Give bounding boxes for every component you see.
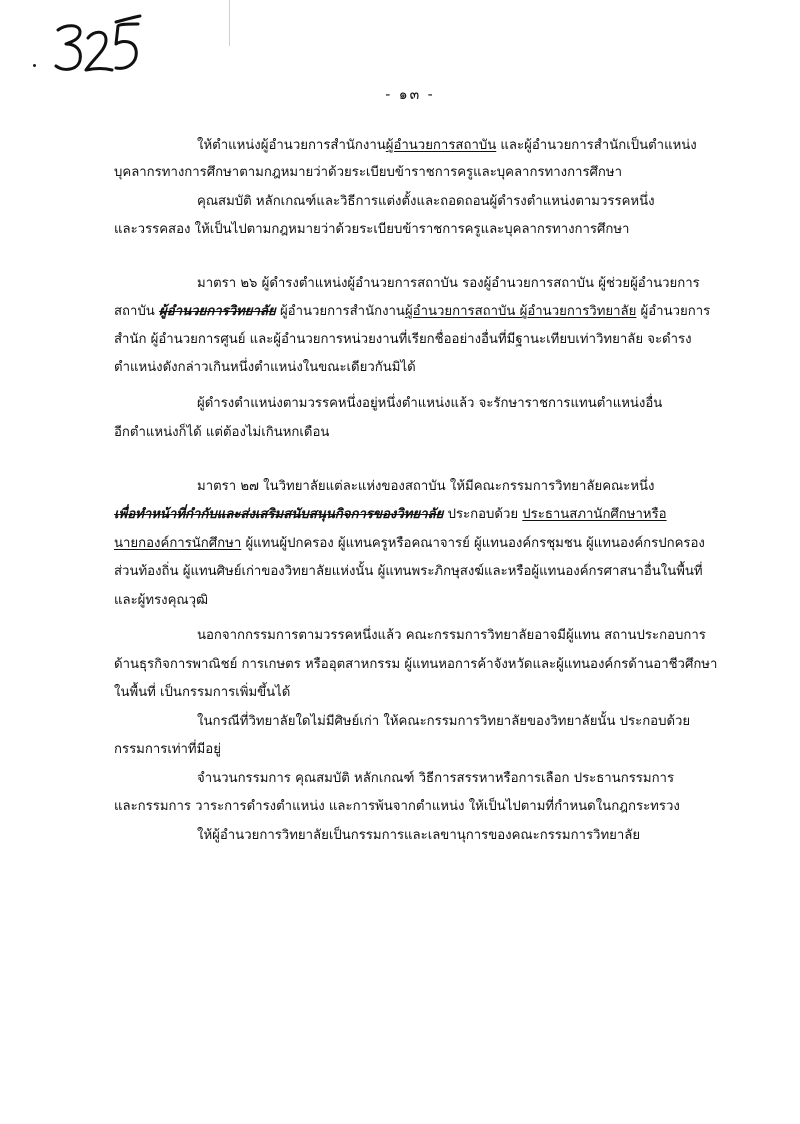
underlined-text: นายกองค์การนักศึกษา: [114, 536, 242, 551]
paragraph-line: ผู้ดำรงตำแหน่งตามวรรคหนึ่งอยู่หนึ่งตำแหน่งแล้ว จะรักษาราชการแทนตำแหน่งอื่น: [197, 396, 663, 411]
paragraph-line: [197, 137, 697, 155]
paragraph-line: นอกจากกรรมการตามวรรคหนึ่งแล้ว คณะกรรมการวิทยาลัยอาจมีผู้แทน สถานประกอบการ: [197, 628, 706, 643]
text-run: ผู้อำนวยการ: [636, 304, 711, 319]
paragraph-line: [114, 506, 667, 524]
text-run: และผู้อำนวยการสำนักเป็นตำแหน่ง: [496, 138, 697, 153]
underlined-text: ประธานสภานักศึกษาหรือ: [522, 507, 667, 522]
paragraph-line: บุคลากรทางการศึกษาตามกฎหมายว่าด้วยระเบียบข้าราชการครูและบุคลากรทางการศึกษา: [114, 165, 622, 180]
scan-speck: [33, 64, 36, 67]
text-run: สถาบัน: [114, 304, 160, 319]
paragraph-line: [114, 535, 705, 553]
paragraph-line: ให้ผู้อำนวยการวิทยาลัยเป็นกรรมการและเลขานุการของคณะกรรมการวิทยาลัย: [197, 828, 641, 843]
paragraph-line: อีกตำแหน่งก็ได้ แต่ต้องไม่เกินหกเดือน: [114, 425, 330, 440]
paragraph-line: ด้านธุรกิจการพาณิชย์ การเกษตร หรืออุตสาหกรรม ผู้แทนหอการค้าจังหวัดและผู้แทนองค์กรด้านอาชีวศึกษา: [114, 657, 718, 672]
paragraph-line: สำนัก ผู้อำนวยการศูนย์ และผู้อำนวยการหน่วยงานที่เรียกชื่ออย่างอื่นที่มีฐานะเทียบเท่าวิทยาลัย จะดำรง: [114, 332, 692, 347]
paragraph-line: กรรมการเท่าที่มีอยู่: [114, 742, 221, 757]
paragraph-line: จำนวนกรรมการ คุณสมบัติ หลักเกณฑ์ วิธีการสรรหาหรือการเลือก ประธานกรรมการ: [197, 771, 675, 786]
section-26-heading-line: มาตรา ๒๖ ผู้ดำรงตำแหน่งผู้อำนวยการสถาบัน รองผู้อำนวยการสถาบัน ผู้ช่วยผู้อำนวยการ: [197, 276, 700, 291]
paragraph-line: คุณสมบัติ หลักเกณฑ์และวิธีการแต่งตั้งและถอดถอนผู้ดำรงตำแหน่งตามวรรคหนึ่ง: [197, 194, 655, 209]
paragraph-line: และวรรคสอง ให้เป็นไปตามกฎหมายว่าด้วยระเบียบข้าราชการครูและบุคลากรทางการศึกษา: [114, 222, 630, 237]
paragraph-line: ในกรณีที่วิทยาลัยใดไม่มีศิษย์เก่า ให้คณะกรรมการวิทยาลัยของวิทยาลัยนั้น ประกอบด้วย: [197, 714, 691, 729]
text-run: ให้ตำแหน่งผู้อำนวยการสำนักงาน: [197, 138, 386, 153]
text-run: ผู้แทนผู้ปกครอง ผู้แทนครูหรือคณาจารย์ ผู้แทนองค์กรชุมชน ผู้แทนองค์กรปกครอง: [241, 536, 705, 551]
handwritten-page-number-annotation: [50, 10, 150, 82]
struck-through-text: เพื่อทำหน้าที่กำกับและส่งเสริมสนับสนุนกิจการของวิทยาลัย: [114, 507, 444, 522]
paragraph-line: ตำแหน่งดังกล่าวเกินหนึ่งตำแหน่งในขณะเดียวกันมิได้: [114, 360, 416, 375]
underlined-text: ผู้อำนวยการสถาบัน: [385, 138, 497, 153]
struck-through-text: ผู้อำนวยการวิทยาลัย: [159, 304, 276, 319]
binding-shadow-line: [229, 0, 230, 46]
page-number: - ๑๓ -: [385, 87, 435, 103]
paragraph-line: ในพื้นที่ เป็นกรรมการเพิ่มขึ้นได้: [114, 685, 291, 700]
underlined-text: ผู้อำนวยการสถาบัน ผู้อำนวยการวิทยาลัย: [404, 304, 637, 319]
section-27-heading-line: มาตรา ๒๗ ในวิทยาลัยแต่ละแห่งของสถาบัน ให้มีคณะกรรมการวิทยาลัยคณะหนึ่ง: [197, 479, 655, 494]
paragraph-line: [114, 303, 710, 321]
text-run: ประกอบด้วย: [443, 507, 523, 522]
paragraph-line: และผู้ทรงคุณวุฒิ: [114, 593, 208, 608]
text-run: ผู้อำนวยการสำนักงาน: [275, 304, 405, 319]
paragraph-line: ส่วนท้องถิ่น ผู้แทนศิษย์เก่าของวิทยาลัยแห่งนั้น ผู้แทนพระภิกษุสงฆ์และหรือผู้แทนองค์กรศาสนาอื่นในพื้นที่: [114, 564, 703, 579]
paragraph-line: และกรรมการ วาระการดำรงตำแหน่ง และการพ้นจากตำแหน่ง ให้เป็นไปตามที่กำหนดในกฎกระทรวง: [114, 799, 680, 814]
